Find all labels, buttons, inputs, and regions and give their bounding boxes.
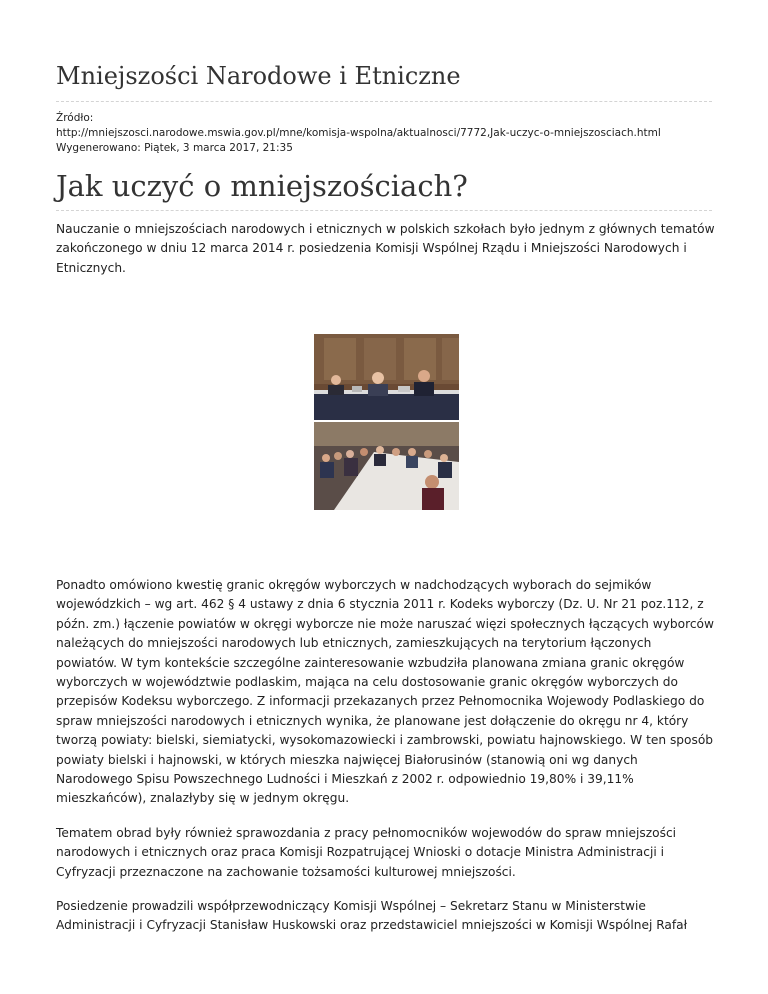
source-meta: [56, 111, 726, 156]
title-divider: [56, 210, 712, 211]
paragraph-chairs: Posiedzenie prowadzili współprzewodniczący Komisji Wspólnej – Sekretarz Stanu w Ministerstwie Administracji i Cyfryzacji Stanisław Huskowski oraz przedstawiciel mniejszości w Komisji Wspólnej Rafał: [56, 899, 688, 933]
generated-date: Wygenerowano: Piątek, 3 marca 2017, 21:35: [56, 142, 293, 154]
header-divider: [56, 101, 712, 102]
paragraph-reports: Tematem obrad były również sprawozdania z pracy pełnomocników wojewodów do spraw mniejszości narodowych i etnicznych oraz praca Komisji Rozpatrującej Wnioski o dotacje Ministra Administracji i Cyfryzacji przeznaczone na zachowanie tożsamości kulturowej mniejszości.: [56, 826, 677, 879]
source-url[interactable]: http://mniejszosci.narodowe.mswia.gov.pl/mne/komisja-wspolna/aktualnosci/7772,Jak-uczyc-o-mniejszosciach.html: [56, 127, 661, 139]
site-title[interactable]: Mniejszości Narodowe i Etniczne: [56, 62, 461, 90]
source-label: Źródło:: [56, 112, 94, 124]
photo-meeting-room: [314, 422, 459, 510]
paragraph-intro: Nauczanie o mniejszościach narodowych i etnicznych w polskich szkołach było jednym z głównych tematów zakończonego w dniu 12 marca 2014 r. posiedzenia Komisji Wspólnej Rządu i Mniejszości Narodowych i Etnicznych.: [56, 222, 715, 275]
photo-panel-table: [314, 334, 459, 420]
paragraph-electoral: Ponadto omówiono kwestię granic okręgów wyborczych w nadchodzących wyborach do sejmików wojewódzkich – wg art. 462 § 4 ustawy z dnia 6 stycznia 2011 r. Kodeks wyborczy (Dz. U. Nr 21 poz.112, z późn. zm.) łączenie powiatów w okręgi wyborcze nie może naruszać więzi społecznych łączących wyborców należących do mniejszości narodowych lub etnicznych, zamieszkujących na terytorium łączonych powiatów. W tym kontekście szczególne zainteresowanie wzbudziła planowana zmiana granic okręgów wyborczych w województwie podlaskim, mająca na celu dostosowanie granic okręgów wyborczych do przepisów Kodeksu wyborczego. Z informacji przekazanych przez Pełnomocnika Wojewody Podlaskiego do spraw mniejszości narodowych i etnicznych wynika, że planowane jest dołączenie do okręgu nr 4, który tworzą powiaty: bielski, siemiatycki, wysokomazowiecki i zambrowski, powiatu hajnowskiego. W ten sposób powiaty bielski i hajnowski, w których mieszka najwięcej Białorusinów (stanowią oni wg danych Narodowego Spisu Powszechnego Ludności i Mieszkań z 2002 r. odpowiednio 19,80% i 39,11% mieszkańców), znalazłyby się w jednym okręgu.: [56, 578, 714, 806]
article-title: Jak uczyć o mniejszościach?: [56, 169, 468, 203]
